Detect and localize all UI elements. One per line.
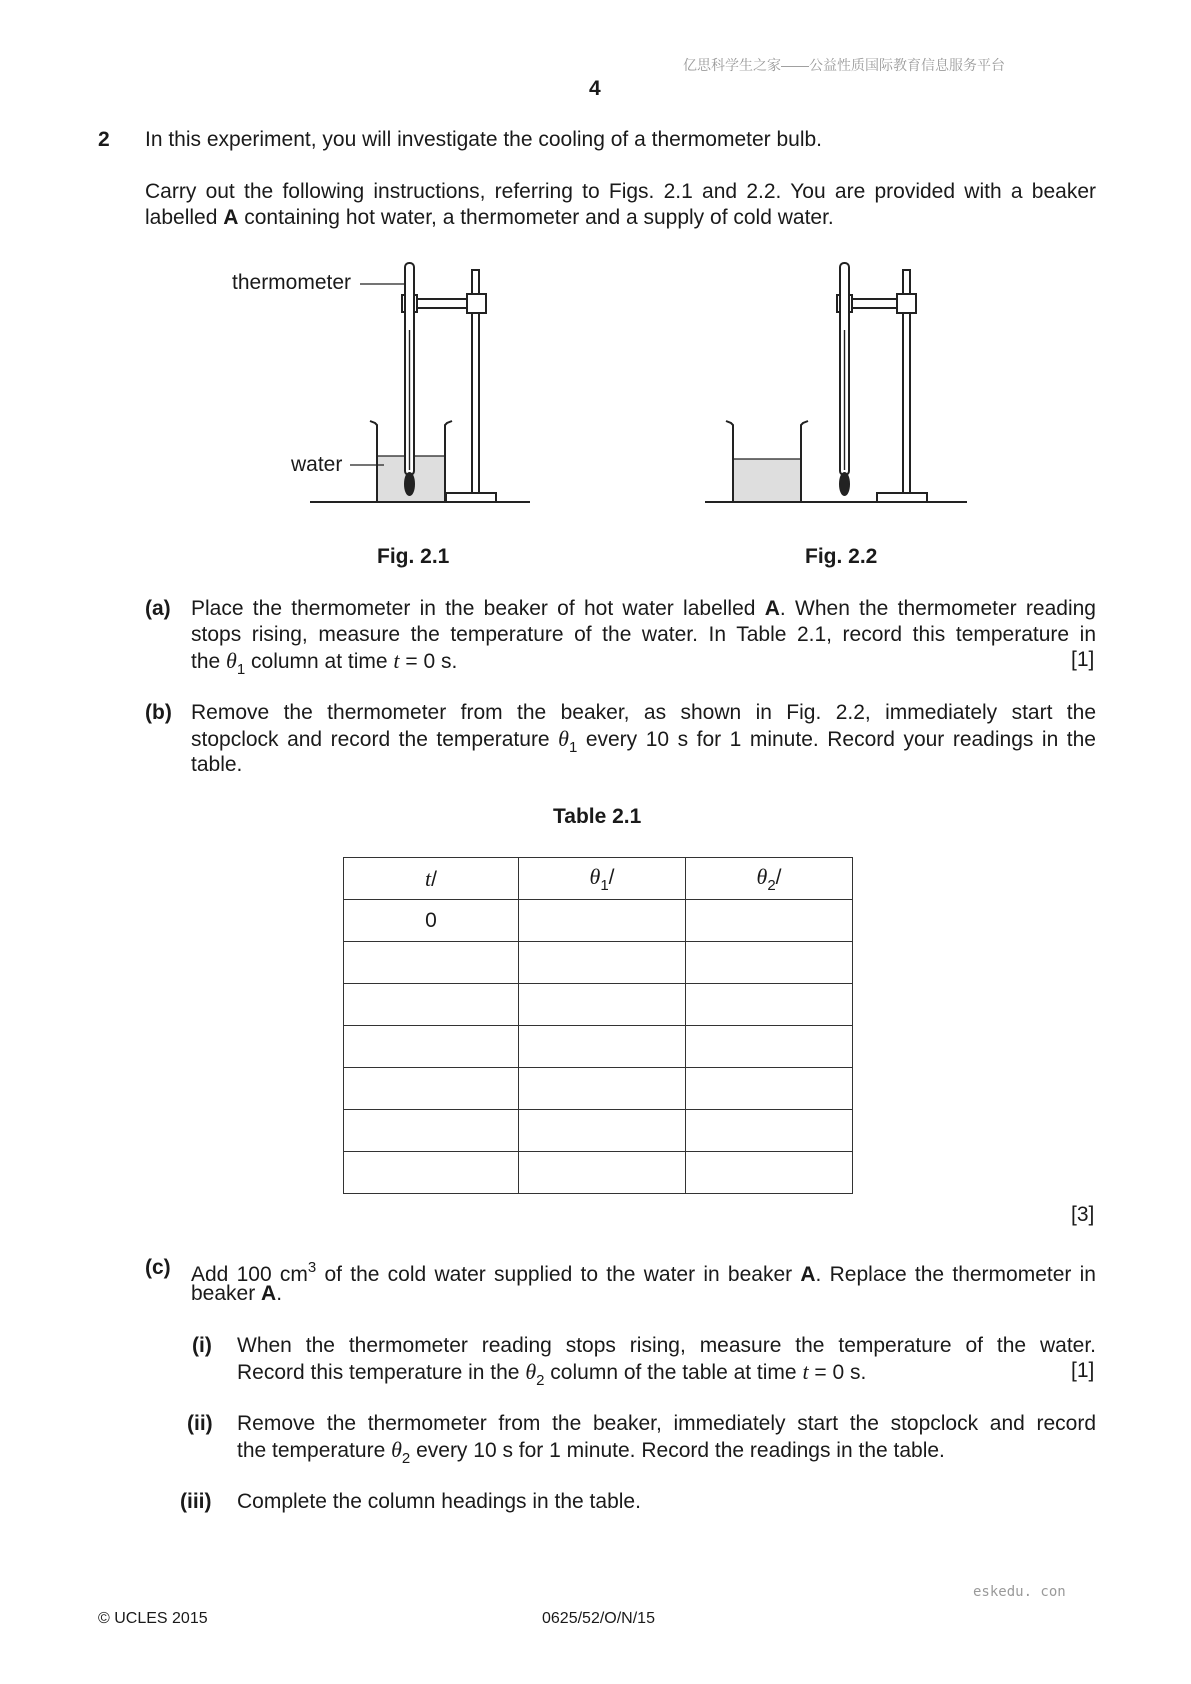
table-cell[interactable] [344,1068,519,1110]
table-cell[interactable] [344,942,519,984]
table-cell[interactable] [344,1110,519,1152]
table-title: Table 2.1 [553,805,642,828]
footer-copyright: © UCLES 2015 [98,1610,208,1627]
table-cell[interactable] [344,1026,519,1068]
part-c-i-label: (i) [192,1334,212,1357]
table-cell[interactable] [519,984,686,1026]
part-c-line2: beaker A. [191,1282,283,1305]
fig2-boss [897,294,916,313]
table-row [344,1026,853,1068]
part-a-marks: [1] [1071,648,1095,671]
table-row [344,1110,853,1152]
watermark-bottom: eskedu. con [973,1584,1066,1600]
table-cell[interactable] [686,900,853,942]
part-c-i-marks: [1] [1071,1359,1095,1382]
header-time: t/ [344,858,519,900]
watermark-top: 亿思科学生之家——公益性质国际教育信息服务平台 [683,57,1005,73]
header-theta2: $\theta_2/$ [686,858,853,900]
question-number: 2 [98,128,110,151]
table-header-row [344,858,853,900]
fig2-caption: Fig. 2.2 [805,545,878,568]
fig2-thermometer-bulb [840,473,849,495]
table-row [344,1068,853,1110]
part-a-line3: the $\theta_1$ column at time t = 0 s. [191,648,458,678]
table-cell[interactable] [519,1026,686,1068]
table-cell[interactable] [519,942,686,984]
table-cell[interactable] [344,1152,519,1194]
footer-paper-code: 0625/52/O/N/15 [542,1610,655,1627]
part-b-line2: stopclock and record the temperature $\theta_1$ every 10 s for 1 minute. Record your readings in the [191,726,1096,756]
table-cell[interactable] [686,1152,853,1194]
table-cell[interactable] [519,1152,686,1194]
question-intro: In this experiment, you will investigate the cooling of a thermometer bulb. [145,128,823,151]
fig1-boss [467,294,486,313]
part-a-line2: stops rising, measure the temperature of the water. In Table 2.1, record this temperature in [191,623,1096,646]
header-theta1: $\theta_1/$ [519,858,686,900]
page-number: 4 [589,77,601,100]
table-row [344,900,853,942]
fig1-label-thermometer: thermometer [232,271,352,294]
table-cell[interactable] [519,1068,686,1110]
part-b-line1: Remove the thermometer from the beaker, as shown in Fig. 2.2, immediately start the [191,701,1096,724]
table-cell[interactable]: 0 [344,900,519,942]
table-cell[interactable] [344,984,519,1026]
part-c-i-line2: Record this temperature in the $\theta_2$ column of the table at time t = 0 s. [237,1359,867,1389]
part-a-label: (a) [145,597,171,620]
part-c-i-line1: When the thermometer reading stops rising, measure the temperature of the water. [237,1334,1096,1357]
fig1-stand-base [446,493,496,502]
table-cell[interactable] [686,984,853,1026]
table-cell[interactable] [686,1110,853,1152]
fig1-thermometer-bulb [405,473,414,495]
table-cell[interactable] [686,1026,853,1068]
table-row [344,942,853,984]
part-c-line1: Add 100 $cm^3$ of the cold water supplied to the water in beaker A. Replace the thermometer in [191,1259,1096,1286]
instructions-line1: Carry out the following instructions, referring to Figs. 2.1 and 2.2. You are provided with a beaker [145,180,1096,203]
table-row [344,984,853,1026]
part-a-line1: Place the thermometer in the beaker of hot water labelled A. When the thermometer reading [191,597,1096,620]
part-b-label: (b) [145,701,172,724]
fig2-water [733,459,801,502]
instructions-line2: labelled A containing hot water, a thermometer and a supply of cold water. [145,206,834,229]
table-marks: [3] [1071,1203,1095,1226]
figures-diagram [0,0,1191,560]
part-c-iii-line1: Complete the column headings in the table. [237,1490,641,1513]
part-c-ii-label: (ii) [187,1412,213,1435]
part-c-iii-label: (iii) [180,1490,212,1513]
table-cell[interactable] [686,942,853,984]
part-c-ii-line2: the temperature $\theta_2$ every 10 s for 1 minute. Record the readings in the table. [237,1437,945,1467]
table-row [344,1152,853,1194]
part-c-ii-line1: Remove the thermometer from the beaker, immediately start the stopclock and record [237,1412,1096,1435]
part-c-label: (c) [145,1256,171,1279]
table-cell[interactable] [519,1110,686,1152]
table-cell[interactable] [686,1068,853,1110]
part-b-line3: table. [191,753,243,776]
fig1-label-water: water [291,453,343,476]
fig2-stand-base [877,493,927,502]
table-cell[interactable] [519,900,686,942]
results-table [343,857,853,1194]
fig1-caption: Fig. 2.1 [377,545,450,568]
